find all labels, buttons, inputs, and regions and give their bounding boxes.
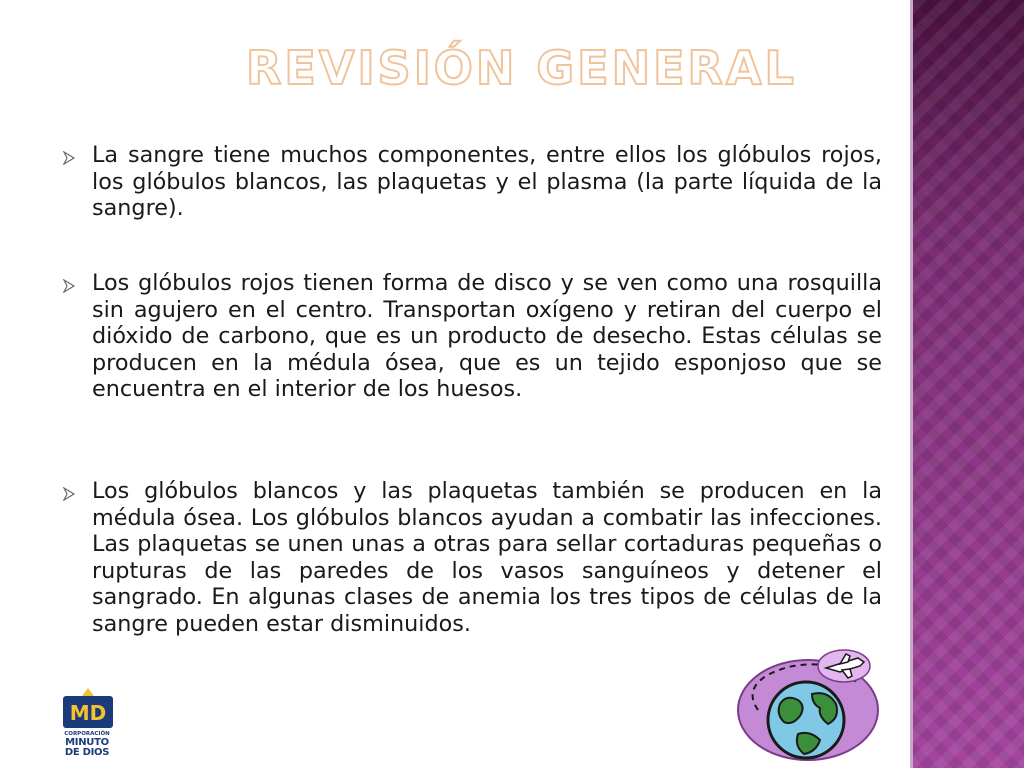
logo-line2: MINUTO bbox=[65, 737, 109, 748]
bullet-item bbox=[62, 478, 882, 637]
logo-line1: CORPORACIÓN bbox=[64, 731, 110, 737]
arrow-bullet-icon bbox=[62, 279, 76, 293]
slide-title: REVISIÓN GENERAL bbox=[246, 41, 797, 95]
bullet-item bbox=[62, 270, 882, 403]
logo-line3: DE DIOS bbox=[64, 747, 110, 758]
bullet-text: Los glóbulos rojos tienen forma de disco y se ven como una rosquilla sin agujero en el centro. Transportan oxígeno y retiran del cuerpo el dióxido de carbono, que es un producto de desecho. Estas células se producen en la médula ósea, que es un tejido esponjoso que se encuentra en el interior de los huesos. bbox=[92, 270, 882, 402]
decorative-side-panel bbox=[913, 0, 1024, 768]
globe-airplane-icon bbox=[736, 644, 886, 762]
logo-text bbox=[54, 731, 120, 758]
bullet-text: La sangre tiene muchos componentes, entre ellos los glóbulos rojos, los glóbulos blancos, las plaquetas y el plasma (la parte líquida de la sangre). bbox=[92, 142, 882, 221]
bullet-item bbox=[62, 142, 882, 222]
logo-mark: MD bbox=[69, 701, 107, 725]
arrow-bullet-icon bbox=[62, 487, 76, 501]
arrow-bullet-icon bbox=[62, 151, 76, 165]
bullet-text: Los glóbulos blancos y las plaquetas también se producen en la médula ósea. Los glóbulos blancos ayudan a combatir las infecciones. Las plaquetas se unen unas a otras para sellar cortaduras pequeñas o rupturas de las paredes de los vasos sanguíneos y detener el sangrado. En algunas clases de anemia los tres tipos de células de la sangre pueden estar disminuidos. bbox=[92, 478, 882, 637]
